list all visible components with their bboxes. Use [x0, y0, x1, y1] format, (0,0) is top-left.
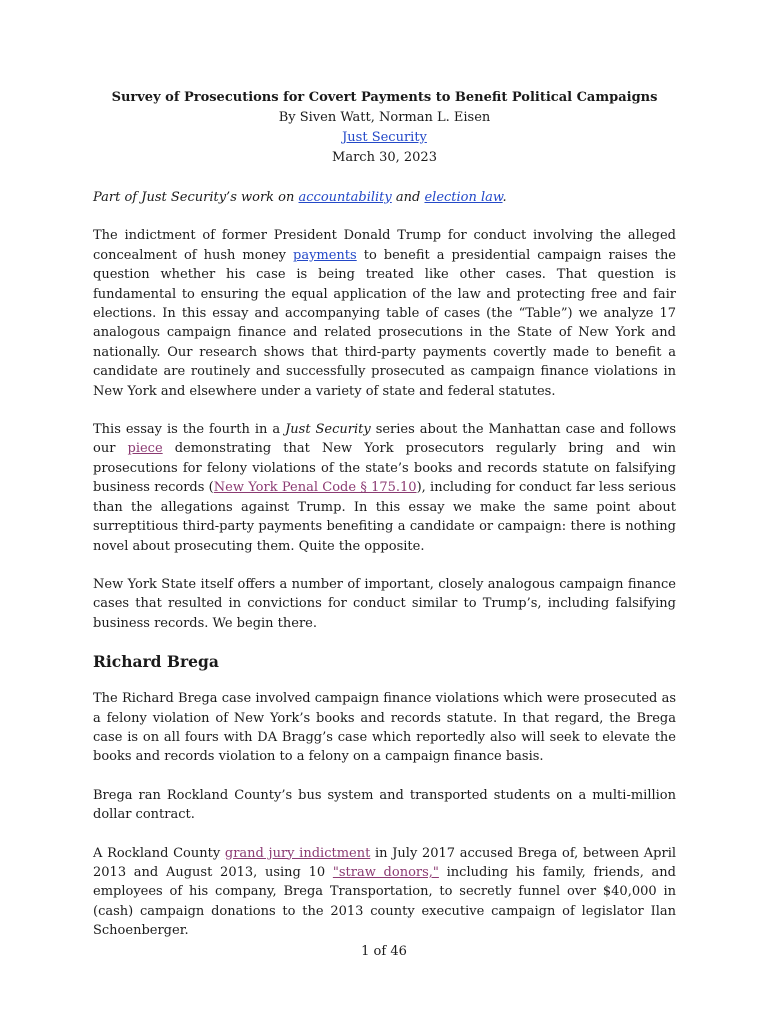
byline: By Siven Watt, Norman L. Eisen: [278, 110, 491, 125]
paragraph-2: This essay is the fourth in a Just Security series about the Manhattan case and follows our piece demonstrating that New York prosecutors regularly bring and win prosecutions for felony violations of the state’s books and records statute on falsifying business records (New York Penal Code § 175.10), including for conduct far less serious than the allegations against Trump. In this essay we make the same point about surreptitious third-party payments benefiting a candidate or campaign: there is nothing novel about prosecuting them. Quite the opposite.: [93, 422, 677, 554]
document-title: Survey of Prosecutions for Covert Payments to Benefit Political Campaigns: [111, 90, 658, 105]
straw-donors-link[interactable]: "straw donors,": [332, 864, 439, 880]
publisher-link[interactable]: Just Security: [342, 130, 427, 145]
section-heading: Richard Brega: [93, 652, 219, 672]
intro-paragraph: Part of Just Security’s work on accountability and election law.: [93, 190, 507, 205]
paragraph-3: New York State itself offers a number of important, closely analogous campaign finance cases that resulted in convictions for conduct similar to Trump’s, including falsifying business records. We begin there.: [93, 576, 676, 631]
paragraph-5: Brega ran Rockland County’s bus system and transported students on a multi-million dollar contract.: [93, 787, 676, 823]
penal-code-link[interactable]: New York Penal Code § 175.10: [213, 480, 417, 496]
document-header: [93, 88, 676, 168]
paragraph-4: The Richard Brega case involved campaign finance violations which were prosecuted as a felony violation of New York’s books and records statute. In that regard, the Brega case is on all fours with DA Bragg’s case which reportedly also will seek to elevate the books and records violation to a felony on a campaign finance basis.: [93, 691, 676, 765]
election-law-link[interactable]: election law: [424, 190, 503, 205]
piece-link[interactable]: piece: [127, 441, 163, 457]
payments-link[interactable]: payments: [293, 247, 357, 263]
paragraph-6: A Rockland County grand jury indictment in July 2017 accused Brega of, between April 2013 and August 2013, using 10 "straw donors," including his family, friends, and employees of his company, Brega Transportation, to secretly funnel over $40,000 in (cash) campaign donations to the 2013 county executive campaign of legislator Ilan Schoenberger.: [93, 845, 677, 939]
grand-jury-indictment-link[interactable]: grand jury indictment: [224, 845, 371, 861]
publication-date: March 30, 2023: [332, 150, 437, 165]
accountability-link[interactable]: accountability: [298, 190, 392, 205]
page-number: 1 of 46: [361, 944, 407, 959]
paragraph-1: The indictment of former President Donald Trump for conduct involving the alleged concealment of hush money payments to benefit a presidential campaign raises the question whether his case is being treated like other cases. That question is fundamental to ensuring the equal application of the law and protecting free and fair elections. In this essay and accompanying table of cases (the “Table”) we analyze 17 analogous campaign finance and related prosecutions in the State of New York and nationally. Our research shows that third-party payments covertly made to benefit a candidate are routinely and successfully prosecuted as campaign finance violations in New York and elsewhere under a variety of state and federal statutes.: [93, 228, 677, 399]
